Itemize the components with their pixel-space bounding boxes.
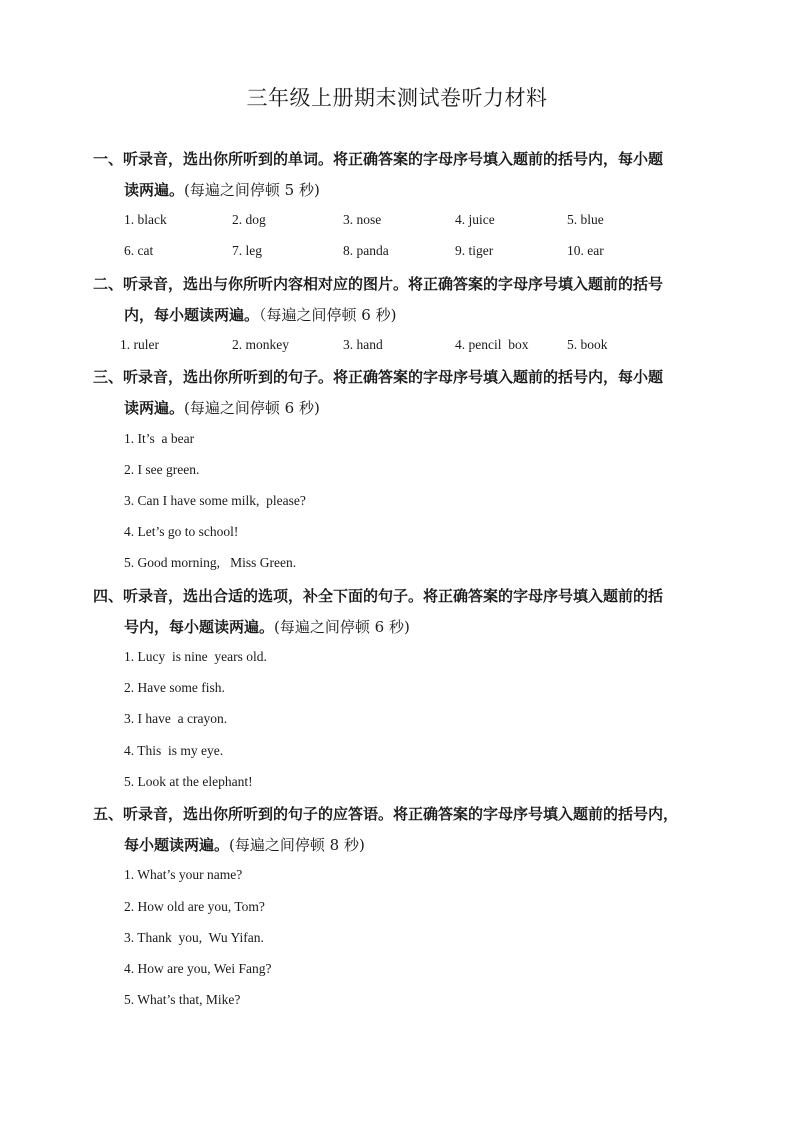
section-2-heading — [93, 269, 713, 331]
section-5-heading — [93, 799, 713, 861]
sentence-item: 4. How are you, Wei Fang? — [124, 961, 272, 976]
section-2-heading-line2: 内，每小题读两遍。 — [124, 306, 260, 324]
section-3-note: (每遍之间停顿 6 秒) — [184, 399, 320, 417]
section-2-heading-line1: 二、听录音，选出与你所听内容相对应的图片。将正确答案的字母序号填入题前的括号 — [93, 275, 664, 293]
word-item: 3. hand — [343, 337, 383, 352]
word-item: 5. book — [567, 337, 608, 352]
word-item: 2. monkey — [232, 337, 289, 352]
section-1-heading-line1: 一、听录音，选出你所听到的单词。将正确答案的字母序号填入题前的括号内，每小题 — [93, 150, 664, 168]
section-3-heading-line1: 三、听录音，选出你所听到的句子。将正确答案的字母序号填入题前的括号内，每小题 — [93, 368, 664, 386]
word-item: 3. nose — [343, 212, 382, 227]
section-4-heading-line2: 号内，每小题读两遍。 — [124, 618, 275, 636]
section-1-heading-line2: 读两遍。 — [124, 181, 185, 199]
section-5-heading-line2: 每小题读两遍。 — [124, 836, 230, 854]
word-item: 4. juice — [455, 212, 495, 227]
sentence-item: 4. This is my eye. — [124, 743, 224, 758]
word-item: 5. blue — [567, 212, 604, 227]
sentence-item: 1. Lucy is nine years old. — [124, 649, 267, 664]
word-item: 4. pencil box — [455, 337, 529, 352]
sentence-item: 5. What’s that, Mike? — [124, 992, 241, 1007]
sentence-item: 3. I have a crayon. — [124, 711, 228, 726]
section-5-heading-line1: 五、听录音，选出你所听到的句子的应答语。将正确答案的字母序号填入题前的括号内， — [93, 805, 679, 823]
word-item: 9. tiger — [455, 243, 494, 258]
section-3-heading — [93, 362, 713, 424]
section-4-heading-line1: 四、听录音，选出合适的选项，补全下面的句子。将正确答案的字母序号填入题前的括 — [93, 587, 664, 605]
word-item: 8. panda — [343, 243, 389, 258]
sentence-item: 5. Look at the elephant! — [124, 774, 253, 789]
sentence-item: 2. How old are you, Tom? — [124, 899, 265, 914]
sentence-item: 1. It’s a bear — [124, 431, 195, 446]
section-4-heading — [93, 581, 713, 643]
section-1-note: (每遍之间停顿 5 秒) — [184, 181, 320, 199]
section-1-heading — [93, 144, 713, 206]
page-title: 三年级上册期末测试卷听力材料 — [246, 86, 548, 110]
section-2-note: （每遍之间停顿 6 秒) — [259, 306, 397, 324]
word-item: 1. black — [124, 212, 167, 227]
sentence-item: 1. What’s your name? — [124, 867, 243, 882]
word-item: 1. ruler — [120, 337, 159, 352]
sentence-item: 5. Good morning, Miss Green. — [124, 555, 297, 570]
sentence-item: 2. Have some fish. — [124, 680, 225, 695]
section-5-note: (每遍之间停顿 8 秒) — [229, 836, 365, 854]
sentence-item: 2. I see green. — [124, 462, 200, 477]
word-item: 2. dog — [232, 212, 266, 227]
section-4-note: (每遍之间停顿 6 秒) — [274, 618, 410, 636]
word-item: 10. ear — [567, 243, 604, 258]
word-item: 7. leg — [232, 243, 262, 258]
word-item: 6. cat — [124, 243, 154, 258]
sentence-item: 3. Can I have some milk, please? — [124, 493, 306, 508]
section-3-heading-line2: 读两遍。 — [124, 399, 185, 417]
sentence-item: 3. Thank you, Wu Yifan. — [124, 930, 264, 945]
sentence-item: 4. Let’s go to school! — [124, 524, 239, 539]
